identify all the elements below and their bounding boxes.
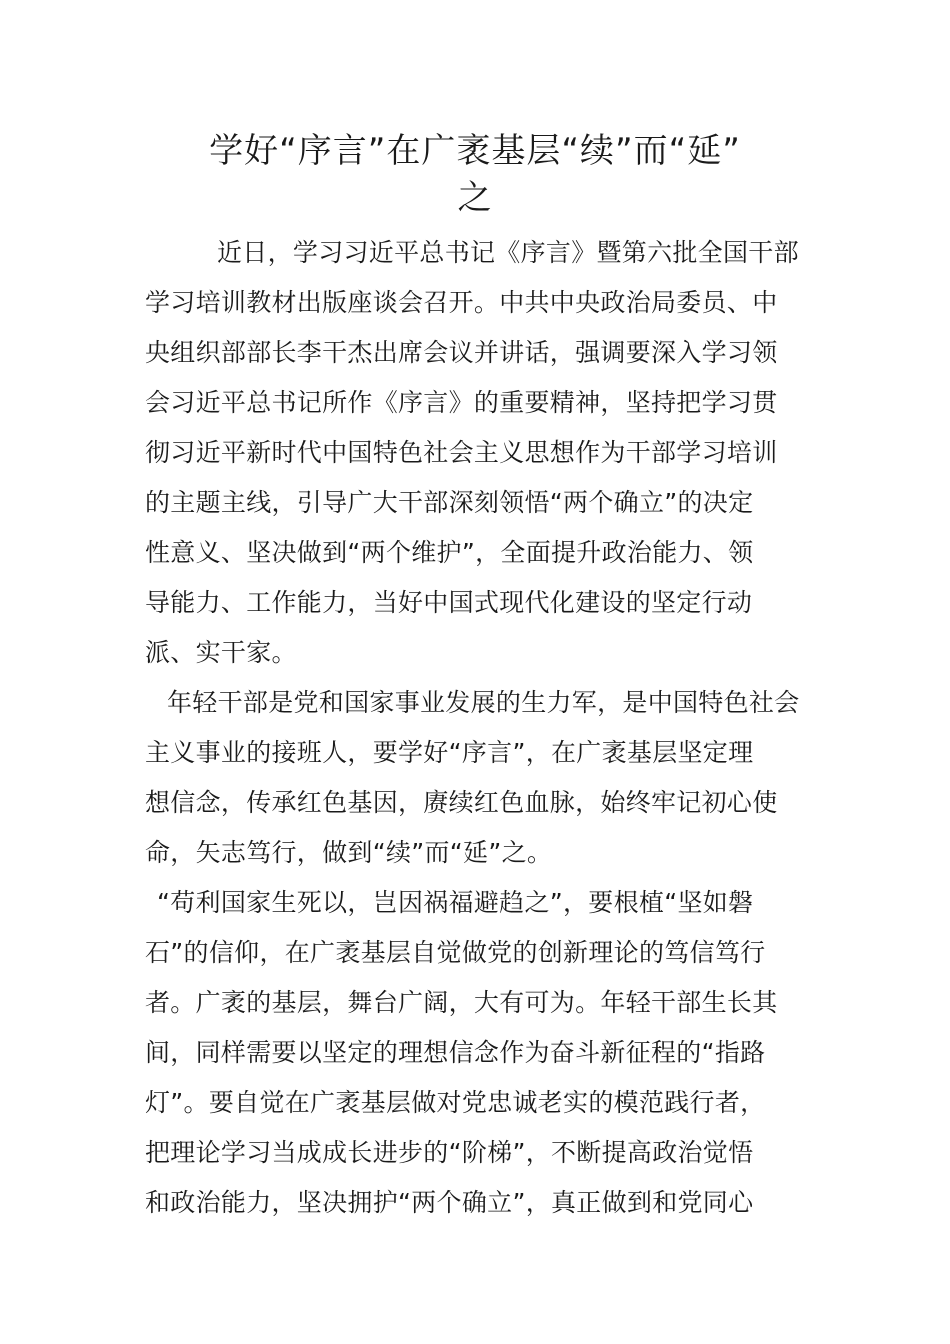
paragraph-1-line-4: 会习近平总书记所作《序言》的重要精神，坚持把学习贯 bbox=[145, 388, 778, 417]
paragraph-1-line-9: 派、实干家。 bbox=[145, 638, 297, 667]
paragraph-3-line-2: 石”的信仰，在广袤基层自觉做党的创新理论的笃信笃行 bbox=[145, 938, 766, 967]
document-body bbox=[145, 228, 810, 1228]
paragraph-3-line-7: 和政治能力，坚决拥护“两个确立”，真正做到和党同心 bbox=[145, 1188, 754, 1217]
paragraph-1-line-1: 近日，学习习近平总书记《序言》暨第六批全国干部 bbox=[217, 238, 799, 267]
paragraph-3-line-4: 间，同样需要以坚定的理想信念作为奋斗新征程的“指路 bbox=[145, 1038, 766, 1067]
paragraph-1-line-3: 央组织部部长李干杰出席会议并讲话，强调要深入学习领 bbox=[145, 338, 778, 367]
paragraph-1-line-7: 性意义、坚决做到“两个维护”，全面提升政治能力、领 bbox=[145, 538, 754, 567]
paragraph-1-line-5: 彻习近平新时代中国特色社会主义思想作为干部学习培训 bbox=[145, 438, 778, 467]
title-line-1: 学好“序言”在广袤基层“续”而“延” bbox=[209, 131, 741, 171]
paragraph-1-line-2: 学习培训教材出版座谈会召开。中共中央政治局委员、中 bbox=[145, 288, 778, 317]
paragraph-2-line-2: 主义事业的接班人，要学好“序言”，在广袤基层坚定理 bbox=[145, 738, 754, 767]
paragraph-1-line-8: 导能力、工作能力，当好中国式现代化建设的坚定行动 bbox=[145, 588, 753, 617]
paragraph-3-line-5: 灯”。要自觉在广袤基层做对党忠诚老实的模范践行者， bbox=[145, 1088, 766, 1117]
paragraph-3-line-3: 者。广袤的基层，舞台广阔，大有可为。年轻干部生长其 bbox=[145, 988, 778, 1017]
paragraph-3-line-1: “苟利国家生死以，岂因祸福避趋之”，要根植“坚如磐 bbox=[157, 888, 754, 917]
paragraph-2-line-3: 想信念，传承红色基因，赓续红色血脉，始终牢记初心使 bbox=[145, 788, 778, 817]
paragraph-2-line-1: 年轻干部是党和国家事业发展的生力军，是中国特色社会 bbox=[167, 688, 800, 717]
paragraph-1-line-6: 的主题主线，引导广大干部深刻领悟“两个确立”的决定 bbox=[145, 488, 754, 517]
title-line-2: 之 bbox=[457, 178, 493, 218]
paragraph-2-line-4: 命，矢志笃行，做到“续”而“延”之。 bbox=[145, 838, 553, 867]
paragraph-3-line-6: 把理论学习当成成长进步的“阶梯”，不断提高政治觉悟 bbox=[145, 1138, 754, 1167]
document-title bbox=[150, 128, 800, 222]
